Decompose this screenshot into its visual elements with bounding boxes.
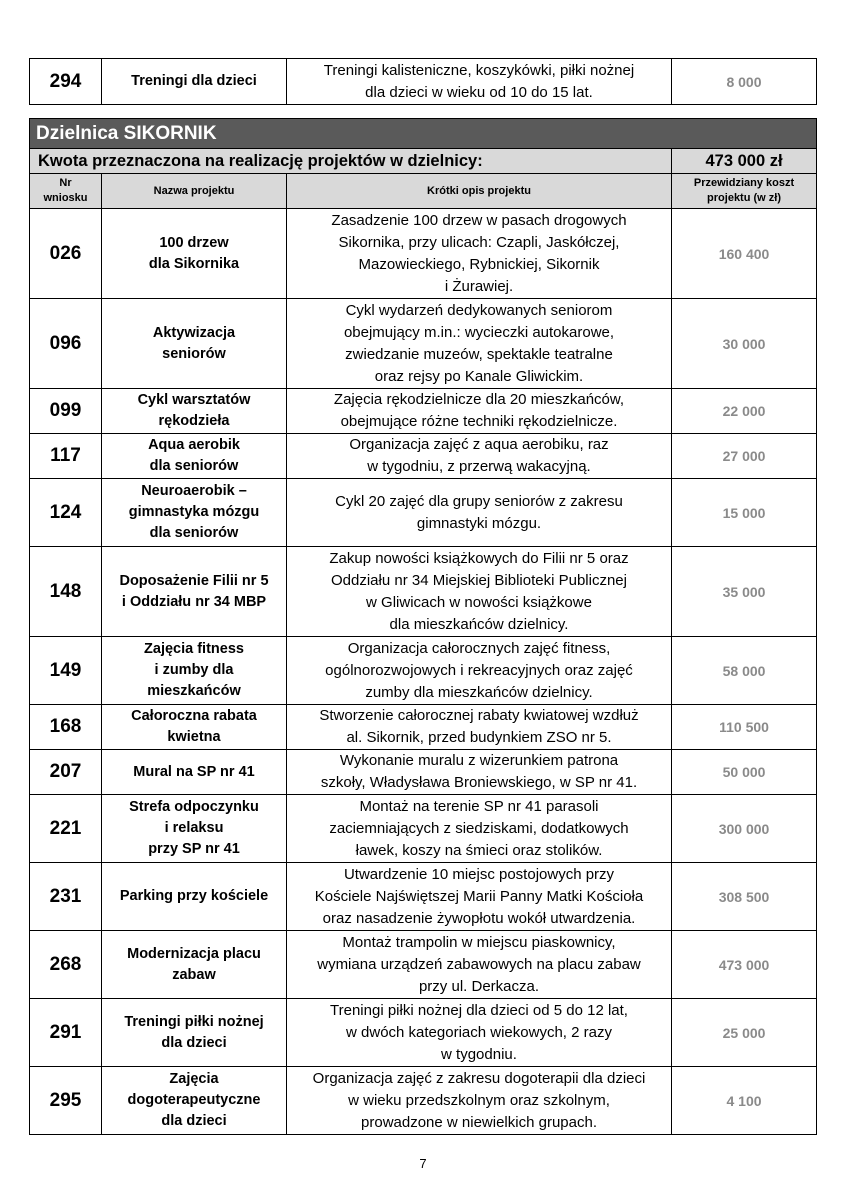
table-row: [30, 795, 817, 863]
project-name: [102, 705, 287, 750]
text-line: Utwardzenie 10 miejsc postojowych przy: [343, 865, 615, 883]
text-line: w tygodniu.: [441, 1045, 517, 1063]
column-header-row: [30, 174, 817, 209]
text-line: gimnastyki mózgu.: [416, 514, 542, 532]
table-row: [30, 209, 817, 299]
previous-section-table: [29, 58, 817, 105]
project-cost: 22 000: [672, 389, 817, 434]
project-name: [102, 59, 287, 105]
text-line: dla dzieci: [161, 1113, 227, 1129]
text-line: zumby dla mieszkańców dzielnicy.: [365, 683, 593, 701]
table-row: [30, 389, 817, 434]
text-line: kwietna: [167, 729, 221, 745]
text-line: w Gliwicach w nowości książkowe: [366, 593, 592, 611]
table-row: [30, 479, 817, 547]
header-name: [102, 174, 287, 209]
project-cost: 308 500: [672, 863, 817, 931]
page-number: 7: [419, 1156, 427, 1171]
text-line: Montaż na terenie SP nr 41 parasoli: [359, 797, 599, 815]
project-description: [287, 1067, 672, 1135]
text-line: ogólnorozwojowych i rekreacyjnych oraz zajęć: [325, 661, 633, 679]
text-line: dla seniorów: [149, 525, 239, 541]
project-description: [287, 931, 672, 999]
text-line: Modernizacja placu: [127, 945, 261, 962]
district-amount-row: [30, 149, 817, 174]
text-line: Zajęcia fitness: [144, 641, 244, 657]
text-line: Zajęcia: [169, 1071, 219, 1087]
text-line: Cykl wydarzeń dedykowanych seniorom: [345, 301, 613, 319]
table-row: [30, 1067, 817, 1135]
text-line: Kościele Najświętszej Marii Panny Matki Kościoła: [314, 887, 644, 905]
table-row: [30, 547, 817, 637]
project-description: [287, 299, 672, 389]
text-line: przy SP nr 41: [148, 841, 240, 857]
text-line: mieszkańców: [147, 683, 241, 699]
project-name: [102, 999, 287, 1067]
project-cost: 35 000: [672, 547, 817, 637]
project-number: 117: [30, 434, 102, 479]
text-line: gimnastyka mózgu: [128, 504, 260, 520]
text-line: dogoterapeutyczne: [127, 1092, 261, 1108]
project-cost: 473 000: [672, 931, 817, 999]
text-line: i relaksu: [164, 820, 224, 836]
project-cost: 160 400: [672, 209, 817, 299]
text-line: Treningi piłki nożnej dla dzieci od 5 do 12 lat,: [330, 1001, 628, 1019]
text-line: Treningi piłki nożnej: [124, 1013, 264, 1030]
text-line: obejmujące różne techniki rękodzielnicze.: [340, 413, 618, 430]
text-line: dla Sikornika: [148, 255, 240, 272]
text-line: al. Sikornik, przed budynkiem ZSO nr 5.: [346, 729, 612, 746]
text-line: zwiedzanie muzeów, spektakle teatralne: [345, 345, 613, 363]
amount-value: 473 000 zł: [672, 149, 817, 174]
project-description: [287, 637, 672, 705]
district-title: Dzielnica SIKORNIK: [30, 119, 817, 149]
project-number: 124: [30, 479, 102, 547]
project-number: 295: [30, 1067, 102, 1135]
text-line: Treningi kalisteniczne, koszykówki, piłki nożnej: [323, 61, 635, 79]
project-cost: 27 000: [672, 434, 817, 479]
project-description: [287, 863, 672, 931]
text-line: oraz rejsy po Kanale Gliwickim.: [374, 367, 584, 385]
district-title-row: [30, 119, 817, 149]
text-line: i Oddziału nr 34 MBP: [121, 593, 267, 610]
text-line: w tygodniu, z przerwą wakacyjną.: [367, 458, 591, 475]
project-number: 026: [30, 209, 102, 299]
text-line: Zakup nowości książkowych do Filii nr 5 oraz: [329, 549, 629, 567]
text-line: ławek, koszy na śmieci oraz stolików.: [355, 841, 603, 859]
amount-label: Kwota przeznaczona na realizację projektów w dzielnicy:: [30, 149, 672, 174]
project-number: 207: [30, 750, 102, 795]
project-number: 221: [30, 795, 102, 863]
project-description: [287, 547, 672, 637]
text-line: Krótki opis projektu: [427, 184, 531, 197]
text-line: projektu (w zł): [707, 192, 781, 204]
project-description: [287, 795, 672, 863]
project-description: [287, 209, 672, 299]
project-description: [287, 999, 672, 1067]
table-row: [30, 999, 817, 1067]
project-description: [287, 479, 672, 547]
text-line: Przewidziany koszt: [693, 177, 795, 189]
text-line: Organizacja zajęć z zakresu dogoterapii dla dzieci: [312, 1069, 646, 1087]
project-cost: 8 000: [672, 59, 817, 105]
project-cost: 300 000: [672, 795, 817, 863]
text-line: Organizacja całorocznych zajęć fitness,: [347, 639, 611, 657]
table-row: [30, 59, 817, 105]
text-line: zaciemniających z siedziskami, dodatkowych: [329, 819, 629, 837]
text-line: i Żurawiej.: [444, 277, 514, 295]
project-cost: 110 500: [672, 705, 817, 750]
text-line: Treningi dla dzieci: [131, 73, 257, 89]
header-desc: [287, 174, 672, 209]
table-row: [30, 637, 817, 705]
table-row: [30, 299, 817, 389]
table-row: [30, 750, 817, 795]
text-line: Aktywizacja: [152, 324, 236, 341]
project-name: [102, 637, 287, 705]
project-name: [102, 795, 287, 863]
text-line: dla seniorów: [149, 458, 239, 474]
project-number: 168: [30, 705, 102, 750]
text-line: Cykl warsztatów: [137, 392, 251, 408]
text-line: Mazowieckiego, Rybnickiej, Sikornik: [358, 255, 600, 273]
text-line: prowadzone w niewielkich grupach.: [361, 1113, 597, 1131]
project-cost: 15 000: [672, 479, 817, 547]
text-line: Zajęcia rękodzielnicze dla 20 mieszkańców,: [333, 391, 625, 408]
text-line: dla dzieci: [161, 1034, 227, 1051]
text-line: i zumby dla: [154, 662, 234, 678]
text-line: Neuroaerobik –: [141, 483, 247, 499]
text-line: Organizacja zajęć z aqua aerobiku, raz: [349, 436, 609, 453]
project-description: [287, 705, 672, 750]
project-cost: 25 000: [672, 999, 817, 1067]
text-line: Sikornika, przy ulicach: Czapli, Jaskółczej,: [338, 233, 620, 251]
header-nr: [30, 174, 102, 209]
project-number: 148: [30, 547, 102, 637]
text-line: Stworzenie całorocznej rabaty kwiatowej wzdłuż: [319, 707, 639, 724]
text-line: Zasadzenie 100 drzew w pasach drogowych: [331, 211, 627, 229]
project-cost: 50 000: [672, 750, 817, 795]
project-name: [102, 1067, 287, 1135]
project-name: [102, 931, 287, 999]
text-line: obejmujący m.in.: wycieczki autokarowe,: [343, 323, 615, 341]
text-line: Nazwa projektu: [153, 184, 235, 197]
text-line: Oddziału nr 34 Miejskiej Biblioteki Publicznej: [331, 571, 627, 589]
project-name: [102, 750, 287, 795]
project-name: [102, 863, 287, 931]
text-line: Nr: [59, 177, 72, 189]
text-line: w wieku przedszkolnym oraz szkolnym,: [348, 1091, 610, 1109]
text-line: Montaż trampolin w miejscu piaskownicy,: [342, 933, 616, 951]
table-row: [30, 863, 817, 931]
text-line: rękodzieła: [158, 413, 230, 429]
project-number: 294: [30, 59, 102, 105]
project-description: [287, 389, 672, 434]
text-line: seniorów: [162, 345, 226, 362]
project-number: 099: [30, 389, 102, 434]
text-line: przy ul. Derkacza.: [418, 977, 540, 995]
project-description: [287, 434, 672, 479]
text-line: Aqua aerobik: [148, 437, 240, 453]
project-number: 096: [30, 299, 102, 389]
project-description: [287, 750, 672, 795]
table-row: [30, 705, 817, 750]
text-line: Strefa odpoczynku: [129, 799, 259, 815]
project-name: [102, 389, 287, 434]
project-description: [287, 59, 672, 105]
text-line: Doposażenie Filii nr 5: [119, 572, 269, 589]
text-line: Parking przy kościele: [119, 888, 269, 904]
text-line: zabaw: [172, 966, 216, 983]
project-name: [102, 479, 287, 547]
text-line: dla dzieci w wieku od 10 do 15 lat.: [365, 83, 593, 101]
text-line: Cykl 20 zajęć dla grupy seniorów z zakresu: [335, 492, 623, 510]
text-line: Całoroczna rabata: [131, 708, 257, 724]
project-cost: 4 100: [672, 1067, 817, 1135]
project-number: 149: [30, 637, 102, 705]
project-number: 291: [30, 999, 102, 1067]
project-number: 268: [30, 931, 102, 999]
project-cost: 30 000: [672, 299, 817, 389]
text-line: dla mieszkańców dzielnicy.: [389, 615, 569, 633]
text-line: wymiana urządzeń zabawowych na placu zabaw: [317, 955, 641, 973]
table-row: [30, 931, 817, 999]
project-name: [102, 299, 287, 389]
text-line: 100 drzew: [159, 234, 229, 251]
table-row: [30, 434, 817, 479]
project-name: [102, 547, 287, 637]
header-cost: [672, 174, 817, 209]
text-line: Wykonanie muralu z wizerunkiem patrona: [339, 752, 619, 769]
project-cost: 58 000: [672, 637, 817, 705]
project-number: 231: [30, 863, 102, 931]
district-projects-table: [29, 118, 817, 1135]
text-line: szkoły, Władysława Broniewskiego, w SP nr 41.: [320, 774, 638, 791]
text-line: wniosku: [43, 192, 88, 204]
text-line: oraz nasadzenie żywopłotu wokół utwardzenia.: [322, 909, 636, 927]
text-line: Mural na SP nr 41: [133, 763, 255, 780]
project-name: [102, 209, 287, 299]
text-line: w dwóch kategoriach wiekowych, 2 razy: [346, 1023, 612, 1041]
project-name: [102, 434, 287, 479]
